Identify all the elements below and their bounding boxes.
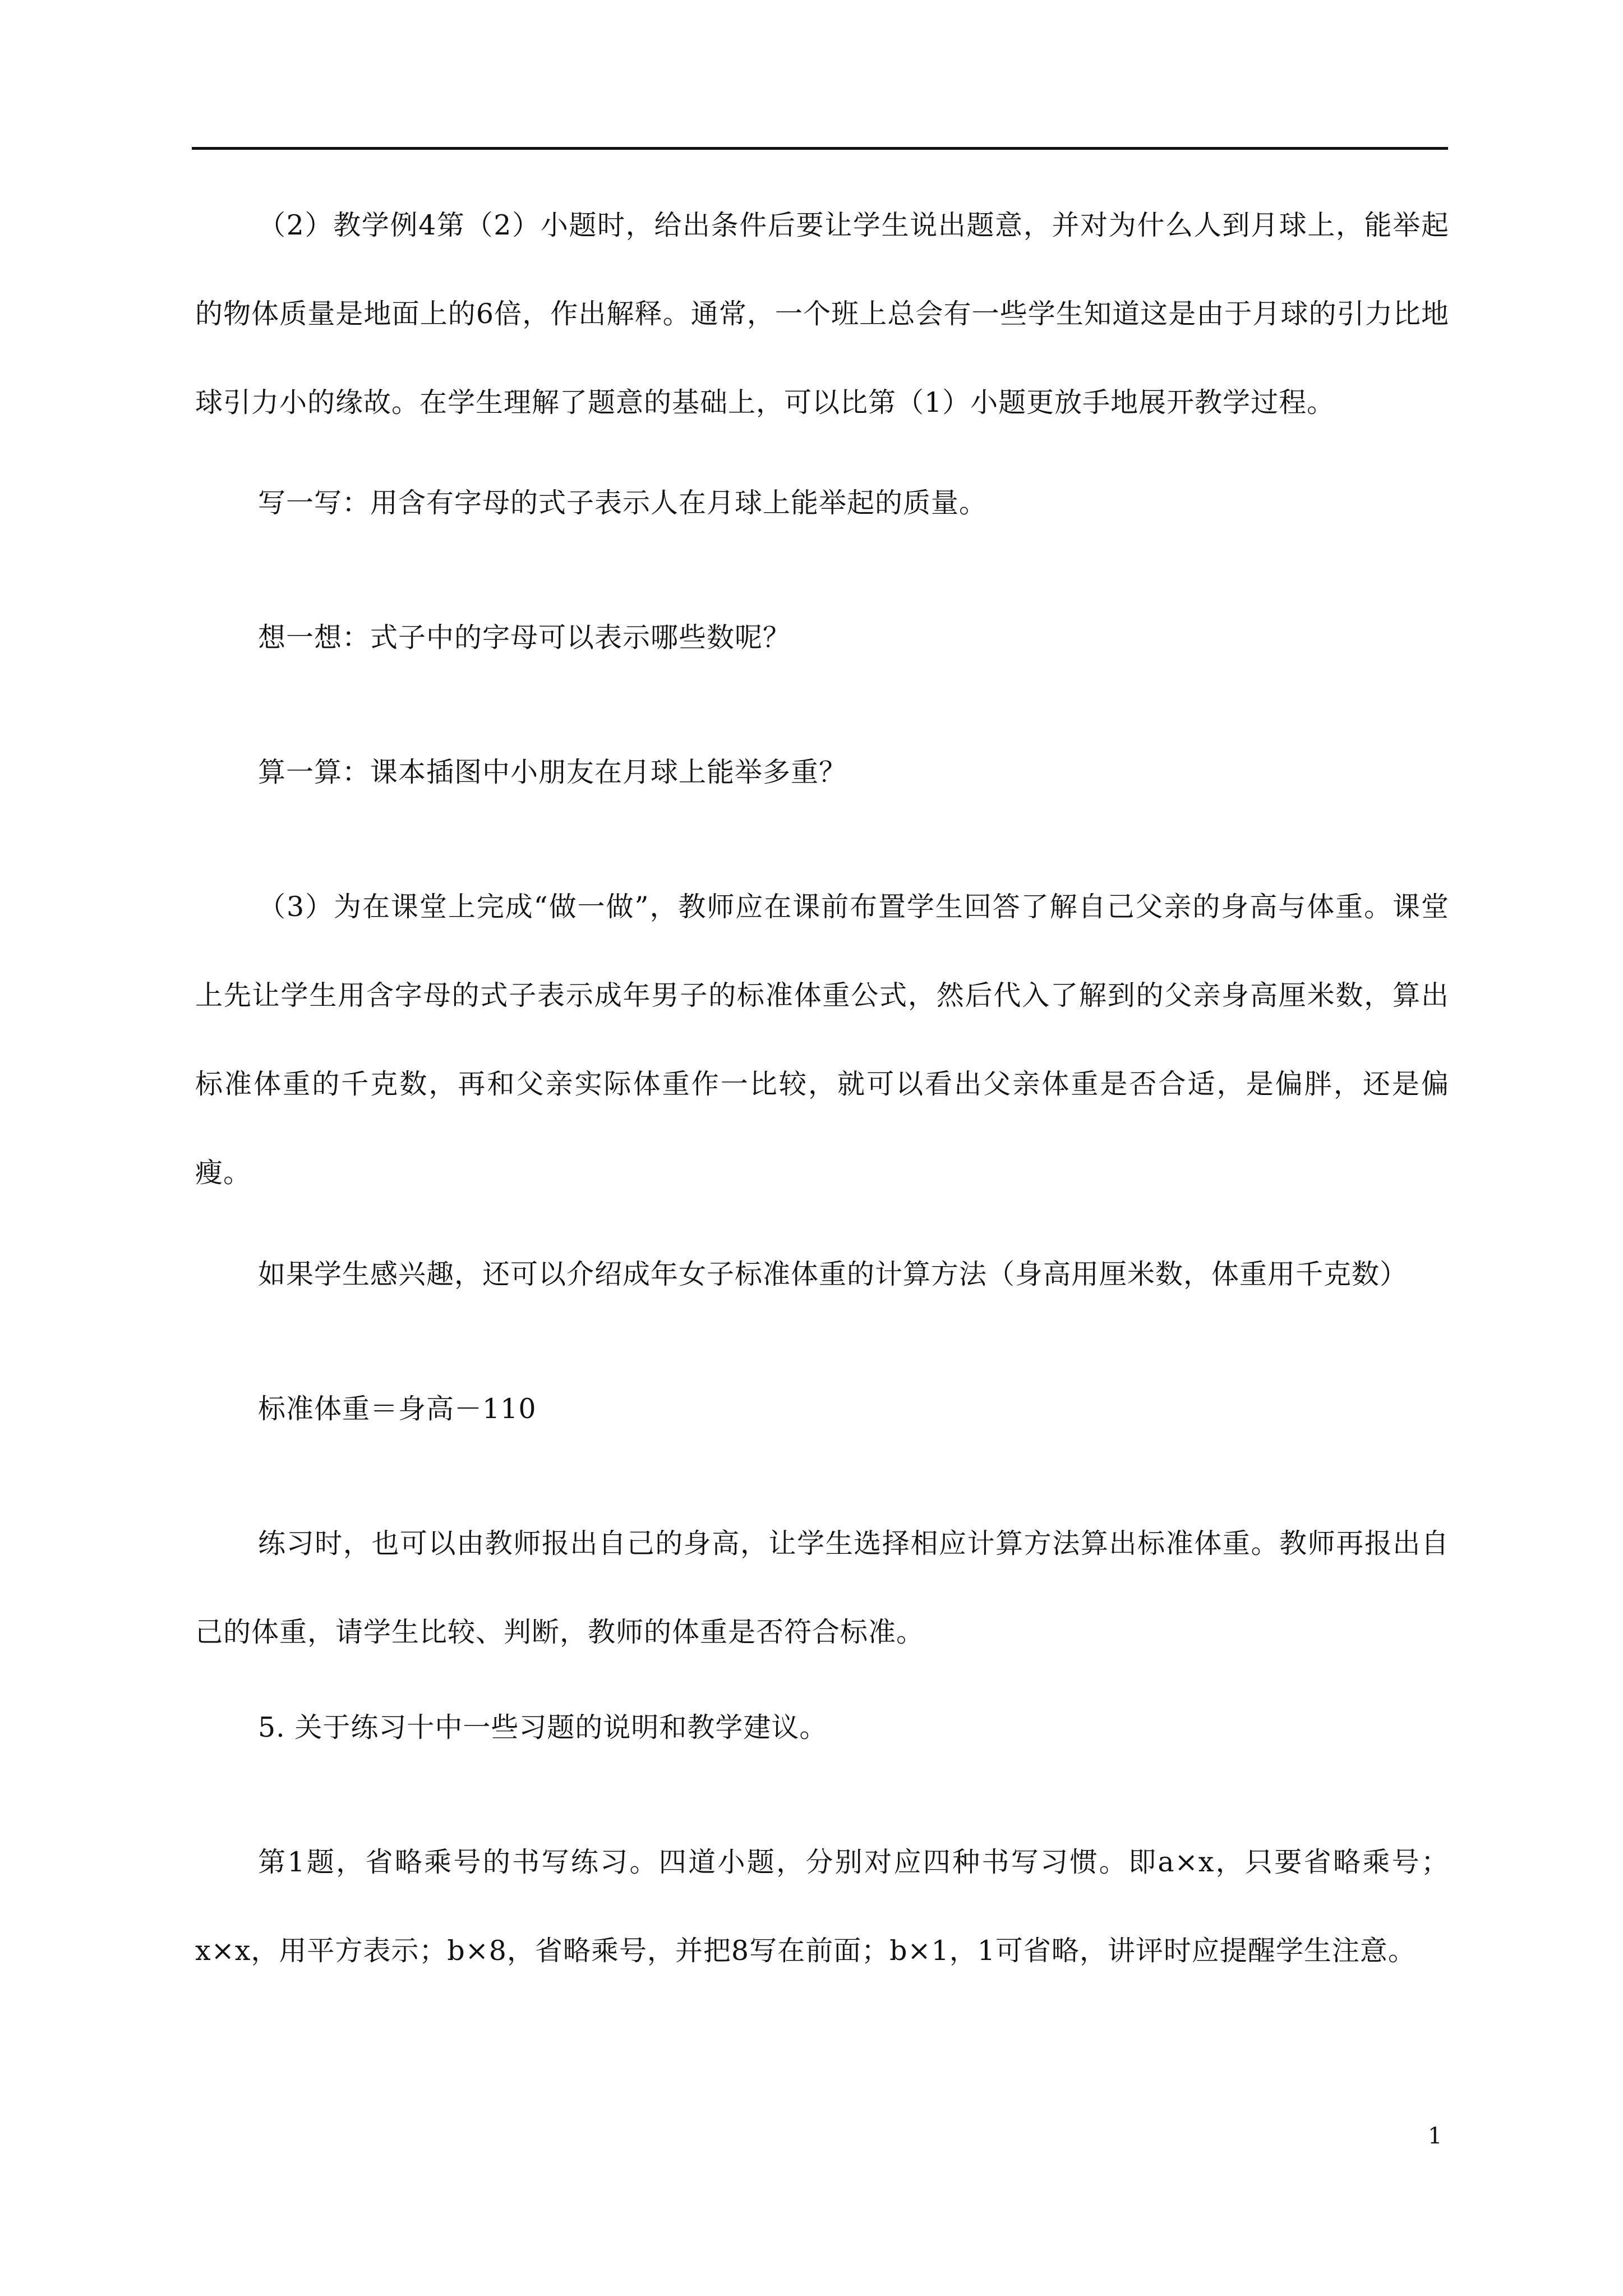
paragraph-think: 想一想：式子中的字母可以表示哪些数呢？ [258, 622, 791, 654]
page-number: 1 [1428, 2123, 1442, 2149]
paragraph-calculate: 算一算：课本插图中小朋友在月球上能举多重？ [258, 756, 847, 788]
header-rule [192, 147, 1448, 150]
paragraph-example-4-part-2: （2）教学例4第（2）小题时，给出条件后要让学生说出题意，并对为什么人到月球上，能举起的物体质量是地面上的6倍，作出解释。通常，一个班上总会有一些学生知道这是由于月球的引力比地球引力小的缘故。在学生理解了题意的基础上，可以比第（1）小题更放手地展开教学过程。 [195, 209, 1449, 418]
formula-standard-weight: 标准体重＝身高－110 [258, 1393, 537, 1425]
paragraph-do-it-task: （3）为在课堂上完成“做一做”，教师应在课前布置学生回答了解自己父亲的身高与体重。课堂上先让学生用含字母的式子表示成年男子的标准体重公式，然后代入了解到的父亲身高厘米数，算出标准体重的千克数，再和父亲实际体重作一比较，就可以看出父亲体重是否合适，是偏胖，还是偏瘦。 [195, 891, 1449, 1189]
paragraph-section-5-title: 5. 关于练习十中一些习题的说明和教学建议。 [258, 1711, 828, 1743]
paragraph-female-weight-method: 如果学生感兴趣，还可以介绍成年女子标准体重的计算方法（身高用厘米数，体重用千克数） [258, 1258, 1408, 1290]
paragraph-practice-teacher-height: 练习时，也可以由教师报出自己的身高，让学生选择相应计算方法算出标准体重。教师再报出自己的体重，请学生比较、判断，教师的体重是否符合标准。 [195, 1527, 1449, 1648]
paragraph-write: 写一写：用含有字母的式子表示人在月球上能举起的质量。 [258, 487, 988, 519]
paragraph-exercise-1: 第1题，省略乘号的书写练习。四道小题，分别对应四种书写习惯。即a×x，只要省略乘号；x×x，用平方表示；b×8，省略乘号，并把8写在前面；b×1，1可省略，讲评时应提醒学生注意。 [195, 1846, 1449, 1967]
